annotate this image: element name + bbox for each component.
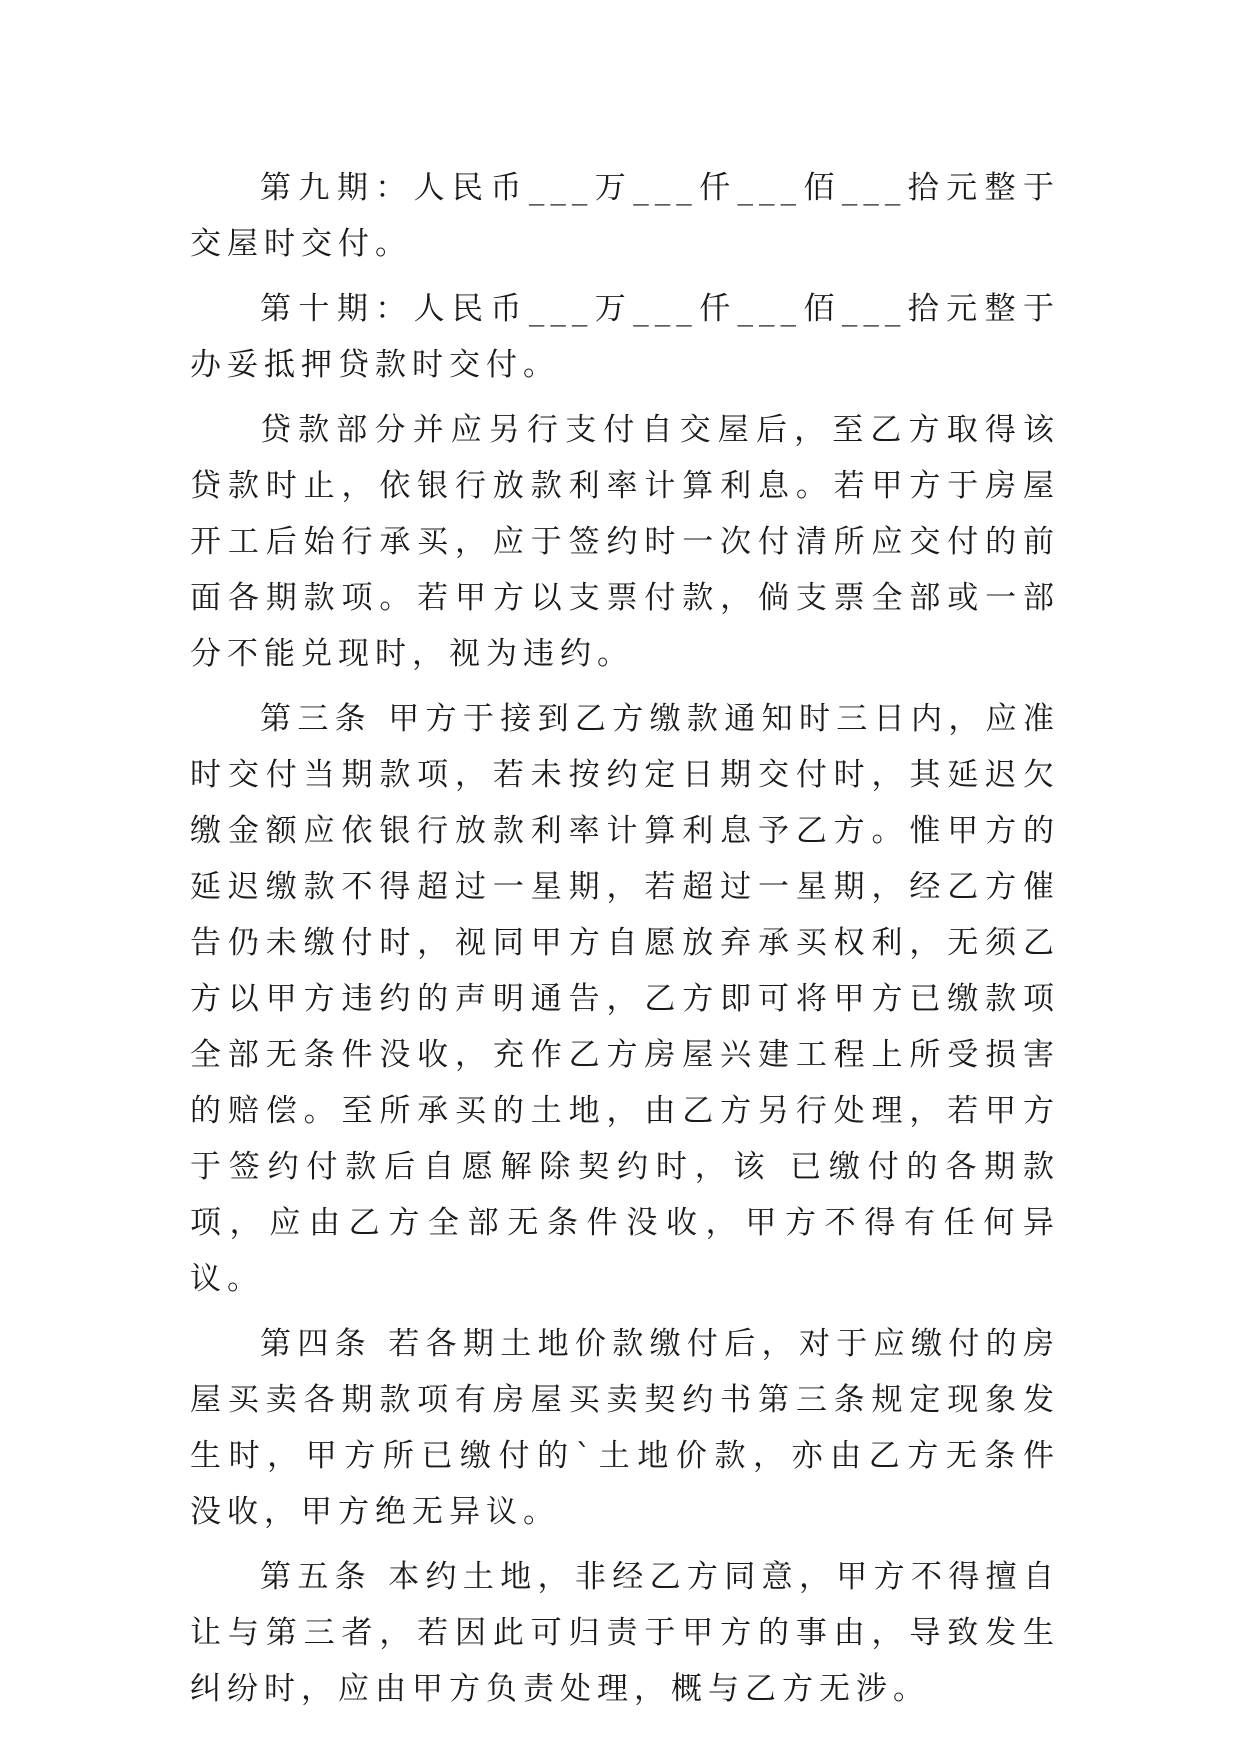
paragraph-installment-10: 第十期：人民币___万___仟___佰___拾元整于办妥抵押贷款时交付。 bbox=[190, 291, 1060, 383]
paragraph-loan-interest: 贷款部分并应另行支付自交屋后，至乙方取得该贷款时止，依银行放款利率计算利息。若甲方于房屋开工后始行承买，应于签约时一次付清所应交付的前面各期款项。若甲方以支票付款，倘支票全部或一部分不能兑现时，视为违约。 bbox=[190, 412, 1060, 672]
document-body bbox=[190, 160, 1060, 1726]
paragraph-article-5: 第五条 本约土地，非经乙方同意，甲方不得擅自让与第三者，若因此可归责于甲方的事由，导致发生纠纷时，应由甲方负责处理，概与乙方无涉。 bbox=[190, 1559, 1060, 1707]
paragraph-article-3: 第三条 甲方于接到乙方缴款通知时三日内，应准时交付当期款项，若未按约定日期交付时，其延迟欠缴金额应依银行放款利率计算利息予乙方。惟甲方的延迟缴款不得超过一星期，若超过一星期，经乙方催告仍未缴付时，视同甲方自愿放弃承买权利，无须乙方以甲方违约的声明通告，乙方即可将甲方已缴款项全部无条件没收，充作乙方房屋兴建工程上所受损害的赔偿。至所承买的土地，由乙方另行处理，若甲方于签约付款后自愿解除契约时，该 已缴付的各期款项，应由乙方全部无条件没收，甲方不得有任何异议。 bbox=[190, 701, 1060, 1297]
paragraph-article-4: 第四条 若各期土地价款缴付后，对于应缴付的房屋买卖各期款项有房屋买卖契约书第三条规定现象发生时，甲方所已缴付的`土地价款，亦由乙方无条件没收，甲方绝无异议。 bbox=[190, 1326, 1060, 1530]
paragraph-installment-9: 第九期：人民币___万___仟___佰___拾元整于交屋时交付。 bbox=[190, 170, 1060, 262]
